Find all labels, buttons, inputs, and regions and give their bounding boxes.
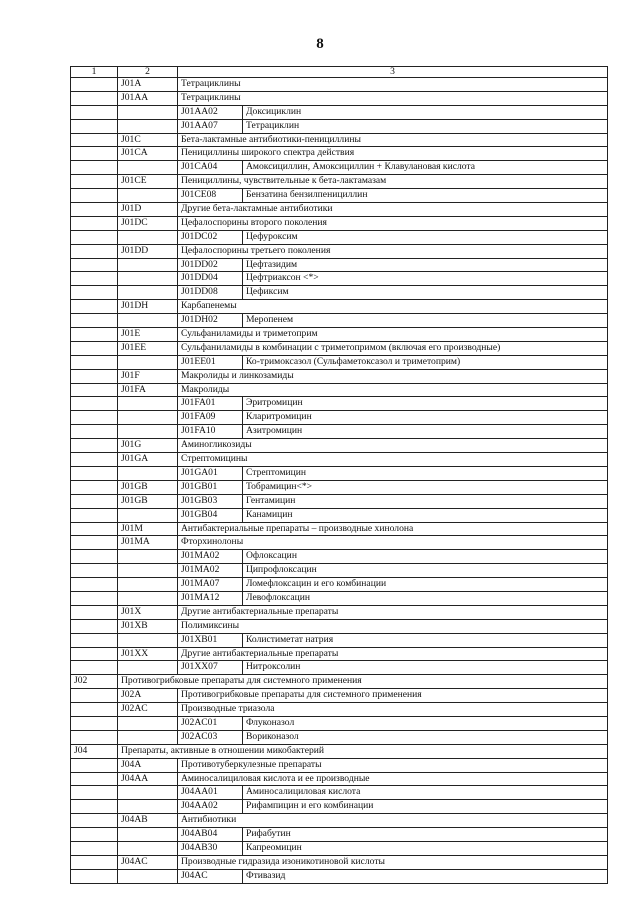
level2-code: J01DH xyxy=(118,300,178,314)
group-name: Макролиды и линкозамиды xyxy=(178,369,608,383)
drug-name: Гентамицин xyxy=(243,494,608,508)
drug-name: Левофлоксацин xyxy=(243,591,608,605)
level1-code xyxy=(71,536,118,550)
page-number: 8 xyxy=(316,36,324,52)
level1-code xyxy=(71,772,118,786)
level1-code xyxy=(71,105,118,119)
table-row xyxy=(71,661,608,675)
drug-name: Азитромицин xyxy=(243,425,608,439)
level1-code xyxy=(71,355,118,369)
table-row xyxy=(71,230,608,244)
level2-code: J01XX xyxy=(118,647,178,661)
level1-code xyxy=(71,203,118,217)
level3-code: J01EE01 xyxy=(178,355,243,369)
drug-name: Нитроксолин xyxy=(243,661,608,675)
table-row xyxy=(71,328,608,342)
drug-name: Аминосалициловая кислота xyxy=(243,786,608,800)
level3-code: J01MA12 xyxy=(178,591,243,605)
level1-code xyxy=(71,591,118,605)
table-row xyxy=(71,841,608,855)
level2-code xyxy=(118,591,178,605)
level2-code: J01E xyxy=(118,328,178,342)
group-name: Противотуберкулезные препараты xyxy=(178,758,608,772)
level2-code xyxy=(118,716,178,730)
table-row xyxy=(71,355,608,369)
level1-code xyxy=(71,439,118,453)
level1-code xyxy=(71,480,118,494)
level1-code xyxy=(71,855,118,869)
level3-code: J01DD04 xyxy=(178,272,243,286)
table-row xyxy=(71,647,608,661)
table-row xyxy=(71,869,608,883)
group-name: Полимиксины xyxy=(178,619,608,633)
level2-code xyxy=(118,105,178,119)
level2-code xyxy=(118,786,178,800)
level3-code: J01AA07 xyxy=(178,119,243,133)
level3-code: J01FA09 xyxy=(178,411,243,425)
table-row xyxy=(71,508,608,522)
level2-code: J01CA xyxy=(118,147,178,161)
group-name: Сульфаниламиды и триметоприм xyxy=(178,328,608,342)
level1-code xyxy=(71,841,118,855)
level3-code: J02AC03 xyxy=(178,730,243,744)
level2-code xyxy=(118,564,178,578)
level1-code xyxy=(71,383,118,397)
level3-code: J01DH02 xyxy=(178,314,243,328)
level3-code: J01GB04 xyxy=(178,508,243,522)
group-name: Тетрациклины xyxy=(178,78,608,92)
table-header-row xyxy=(71,67,608,78)
table-row xyxy=(71,133,608,147)
level3-code: J01FA01 xyxy=(178,397,243,411)
group-name: Сульфаниламиды в комбинации с триметопримом (включая его производные) xyxy=(178,341,608,355)
group-name: Цефалоспорины второго поколения xyxy=(178,216,608,230)
level1-code: J02 xyxy=(71,675,118,689)
table-row xyxy=(71,564,608,578)
level1-code xyxy=(71,230,118,244)
drug-name: Колистиметат натрия xyxy=(243,633,608,647)
drug-name: Тетрациклин xyxy=(243,119,608,133)
level2-code: J01D xyxy=(118,203,178,217)
level2-code xyxy=(118,841,178,855)
drug-name: Цефиксим xyxy=(243,286,608,300)
level2-code: J01EE xyxy=(118,341,178,355)
drug-name: Ципрофлоксацин xyxy=(243,564,608,578)
level2-code: J04AC xyxy=(118,855,178,869)
level3-code: J01XB01 xyxy=(178,633,243,647)
table-row xyxy=(71,397,608,411)
group-name: Аминогликозиды xyxy=(178,439,608,453)
level3-code: J01GB03 xyxy=(178,494,243,508)
level2-code: J02AC xyxy=(118,703,178,717)
level1-code xyxy=(71,605,118,619)
level2-code xyxy=(118,550,178,564)
table-row xyxy=(71,772,608,786)
level2-code xyxy=(118,189,178,203)
drug-name: Рифампицин и его комбинации xyxy=(243,800,608,814)
table-row xyxy=(71,175,608,189)
level1-code xyxy=(71,411,118,425)
level1-code xyxy=(71,466,118,480)
table-row xyxy=(71,189,608,203)
atc-classification-table xyxy=(70,66,607,884)
level2-code: J04A xyxy=(118,758,178,772)
level1-code xyxy=(71,216,118,230)
level1-code xyxy=(71,633,118,647)
drug-name: Вориконазол xyxy=(243,730,608,744)
level2-code: J01DD xyxy=(118,244,178,258)
table-row xyxy=(71,480,608,494)
level3-code: J04AB30 xyxy=(178,841,243,855)
group-name: Другие бета-лактамные антибиотики xyxy=(178,203,608,217)
level1-code xyxy=(71,369,118,383)
table-row xyxy=(71,105,608,119)
group-name: Стрептомицины xyxy=(178,453,608,467)
drug-name: Кларитромицин xyxy=(243,411,608,425)
table-row xyxy=(71,855,608,869)
level2-code xyxy=(118,730,178,744)
group-name: Аминосалициловая кислота и ее производные xyxy=(178,772,608,786)
level3-code: J01DC02 xyxy=(178,230,243,244)
level1-code xyxy=(71,828,118,842)
level2-code xyxy=(118,425,178,439)
level3-code: J02AC01 xyxy=(178,716,243,730)
level1-code xyxy=(71,189,118,203)
table-row xyxy=(71,425,608,439)
drug-name: Меропенем xyxy=(243,314,608,328)
drug-name: Капреомицин xyxy=(243,841,608,855)
group-name: Цефалоспорины третьего поколения xyxy=(178,244,608,258)
level1-code xyxy=(71,564,118,578)
group-name: Тетрациклины xyxy=(178,91,608,105)
level1-code xyxy=(71,647,118,661)
level3-code: J01MA07 xyxy=(178,578,243,592)
drug-name: Цефтриаксон <*> xyxy=(243,272,608,286)
table-row xyxy=(71,786,608,800)
table-row xyxy=(71,689,608,703)
level2-code: J01MA xyxy=(118,536,178,550)
level1-code xyxy=(71,689,118,703)
level1-code xyxy=(71,328,118,342)
table-row xyxy=(71,522,608,536)
level2-code xyxy=(118,411,178,425)
drug-name: Эритромицин xyxy=(243,397,608,411)
table-row xyxy=(71,675,608,689)
level2-code xyxy=(118,355,178,369)
level2-code xyxy=(118,119,178,133)
drug-name: Цефтазидим xyxy=(243,258,608,272)
table-row xyxy=(71,605,608,619)
level1-code xyxy=(71,397,118,411)
level3-code: J01MA02 xyxy=(178,550,243,564)
drug-name: Ломефлоксацин и его комбинации xyxy=(243,578,608,592)
level1-code xyxy=(71,341,118,355)
level2-code xyxy=(118,828,178,842)
level2-code: J01F xyxy=(118,369,178,383)
level1-code xyxy=(71,314,118,328)
table-row xyxy=(71,286,608,300)
level2-code: J01GB xyxy=(118,494,178,508)
table-row xyxy=(71,453,608,467)
level3-code: J04AB04 xyxy=(178,828,243,842)
level2-code xyxy=(118,161,178,175)
level1-code xyxy=(71,175,118,189)
level1-code xyxy=(71,119,118,133)
level1-code xyxy=(71,730,118,744)
level3-code: J04AA01 xyxy=(178,786,243,800)
level2-code: J01M xyxy=(118,522,178,536)
level1-code xyxy=(71,800,118,814)
drug-name: Ко-тримоксазол (Сульфаметоксазол и триметоприм) xyxy=(243,355,608,369)
level1-code xyxy=(71,300,118,314)
level1-code xyxy=(71,78,118,92)
group-name: Макролиды xyxy=(178,383,608,397)
drug-name: Доксициклин xyxy=(243,105,608,119)
group-name: Пенициллины, чувствительные к бета-лактамазам xyxy=(178,175,608,189)
level3-code: J01CE08 xyxy=(178,189,243,203)
level2-code xyxy=(118,661,178,675)
table-row xyxy=(71,758,608,772)
level2-code xyxy=(118,286,178,300)
level3-code: J01FA10 xyxy=(178,425,243,439)
group-name: Производные гидразида изоникотиновой кислоты xyxy=(178,855,608,869)
drug-name: Офлоксацин xyxy=(243,550,608,564)
table-row xyxy=(71,828,608,842)
table-row xyxy=(71,216,608,230)
table-row xyxy=(71,119,608,133)
level2-code: J04AA xyxy=(118,772,178,786)
level3-code: J04AA02 xyxy=(178,800,243,814)
table-row xyxy=(71,341,608,355)
level1-code xyxy=(71,703,118,717)
level3-code: J01CA04 xyxy=(178,161,243,175)
level2-code: J01CE xyxy=(118,175,178,189)
table-body xyxy=(71,67,608,884)
level1-code xyxy=(71,786,118,800)
table-row xyxy=(71,244,608,258)
table-row xyxy=(71,716,608,730)
level2-code xyxy=(118,397,178,411)
level1-code xyxy=(71,91,118,105)
level2-code xyxy=(118,314,178,328)
table-row xyxy=(71,619,608,633)
drug-name: Стрептомицин xyxy=(243,466,608,480)
group-name: Другие антибактериальные препараты xyxy=(178,605,608,619)
group-name: Бета-лактамные антибиотики-пенициллины xyxy=(178,133,608,147)
level2-code: J04AB xyxy=(118,814,178,828)
group-name: Антибиотики xyxy=(178,814,608,828)
level2-code xyxy=(118,578,178,592)
table-row xyxy=(71,369,608,383)
group-name: Пенициллины широкого спектра действия xyxy=(178,147,608,161)
group-name: Производные триазола xyxy=(178,703,608,717)
level3-code: J01GB01 xyxy=(178,480,243,494)
drug-name: Флуконазол xyxy=(243,716,608,730)
level2-code: J01DC xyxy=(118,216,178,230)
group-name: Другие антибактериальные препараты xyxy=(178,647,608,661)
level3-code: J01MA02 xyxy=(178,564,243,578)
table-row xyxy=(71,383,608,397)
drug-name: Цефуроксим xyxy=(243,230,608,244)
level2-code xyxy=(118,230,178,244)
level1-code xyxy=(71,147,118,161)
level1-code xyxy=(71,286,118,300)
level1-code xyxy=(71,453,118,467)
level1-code xyxy=(71,522,118,536)
level2-code xyxy=(118,272,178,286)
level1-code xyxy=(71,508,118,522)
table-row xyxy=(71,550,608,564)
table-row xyxy=(71,591,608,605)
table-row xyxy=(71,633,608,647)
table-row xyxy=(71,744,608,758)
group-name: Противогрибковые препараты для системного применения xyxy=(118,675,608,689)
level2-code: J01FA xyxy=(118,383,178,397)
drug-name: Фтивазид xyxy=(243,869,608,883)
header-col-3: 3 xyxy=(178,67,608,78)
level1-code xyxy=(71,758,118,772)
table-row xyxy=(71,258,608,272)
table-row xyxy=(71,78,608,92)
table-row xyxy=(71,536,608,550)
table-row xyxy=(71,161,608,175)
level3-code: J01XX07 xyxy=(178,661,243,675)
level1-code xyxy=(71,661,118,675)
table-row xyxy=(71,147,608,161)
level2-code xyxy=(118,466,178,480)
level3-code: J01AA02 xyxy=(178,105,243,119)
table-row xyxy=(71,494,608,508)
table-row xyxy=(71,730,608,744)
level1-code xyxy=(71,161,118,175)
level3-code: J01GA01 xyxy=(178,466,243,480)
drug-name: Бензатина бензилпенициллин xyxy=(243,189,608,203)
drug-name: Амоксициллин, Амоксициллин + Клавулановая кислота xyxy=(243,161,608,175)
table-row xyxy=(71,439,608,453)
group-name: Антибактериальные препараты – производные хинолона xyxy=(178,522,608,536)
group-name: Фторхинолоны xyxy=(178,536,608,550)
level1-code xyxy=(71,258,118,272)
level2-code: J01GB xyxy=(118,480,178,494)
table-row xyxy=(71,814,608,828)
level2-code: J02A xyxy=(118,689,178,703)
level2-code xyxy=(118,633,178,647)
level1-code xyxy=(71,814,118,828)
level1-code xyxy=(71,272,118,286)
group-name: Препараты, активные в отношении микобактерий xyxy=(118,744,608,758)
level2-code: J01A xyxy=(118,78,178,92)
level2-code xyxy=(118,800,178,814)
level3-code: J01DD02 xyxy=(178,258,243,272)
level2-code: J01G xyxy=(118,439,178,453)
table-row xyxy=(71,314,608,328)
level2-code: J01X xyxy=(118,605,178,619)
group-name: Противогрибковые препараты для системного применения xyxy=(178,689,608,703)
table-row xyxy=(71,411,608,425)
level1-code xyxy=(71,619,118,633)
level2-code xyxy=(118,508,178,522)
level2-code: J01XB xyxy=(118,619,178,633)
drug-name: Тобрамицин<*> xyxy=(243,480,608,494)
level1-code xyxy=(71,716,118,730)
table-row xyxy=(71,203,608,217)
table-row xyxy=(71,578,608,592)
table-row xyxy=(71,272,608,286)
level1-code xyxy=(71,578,118,592)
level2-code xyxy=(118,869,178,883)
drug-name: Рифабутин xyxy=(243,828,608,842)
level2-code: J01AA xyxy=(118,91,178,105)
level2-code: J01GA xyxy=(118,453,178,467)
header-col-1: 1 xyxy=(71,67,118,78)
drug-name: Канамицин xyxy=(243,508,608,522)
level1-code xyxy=(71,133,118,147)
level1-code xyxy=(71,494,118,508)
level1-code xyxy=(71,244,118,258)
group-name: Карбапенемы xyxy=(178,300,608,314)
table-row xyxy=(71,91,608,105)
table-row xyxy=(71,703,608,717)
level2-code: J01C xyxy=(118,133,178,147)
level1-code xyxy=(71,425,118,439)
header-col-2: 2 xyxy=(118,67,178,78)
level2-code xyxy=(118,258,178,272)
level3-code: J04AC xyxy=(178,869,243,883)
level3-code: J01DD08 xyxy=(178,286,243,300)
level1-code xyxy=(71,869,118,883)
level1-code xyxy=(71,550,118,564)
table-row xyxy=(71,800,608,814)
level1-code: J04 xyxy=(71,744,118,758)
table-row xyxy=(71,466,608,480)
table-row xyxy=(71,300,608,314)
